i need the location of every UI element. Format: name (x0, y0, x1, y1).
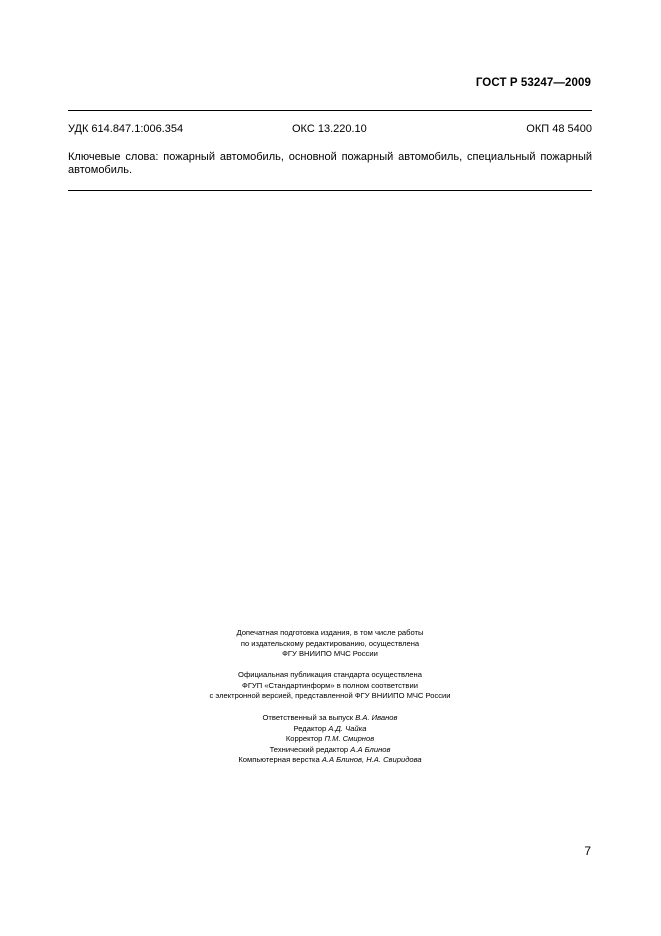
credit-name: А.А Блинов, Н.А. Свиридова (321, 755, 422, 764)
imprint-credits (130, 713, 530, 766)
imprint-line: Допечатная подготовка издания, в том числе работы (236, 628, 424, 637)
keywords-paragraph: Ключевые слова: пожарный автомобиль, основной пожарный автомобиль, специальный пожарный автомобиль. (68, 151, 592, 176)
credit-role: Редактор (293, 723, 327, 733)
imprint-line: с электронной версией, представленной ФГУ ВНИИПО МЧС России (209, 691, 451, 700)
imprint-preparation (130, 628, 530, 660)
credit-line (130, 745, 530, 756)
imprint-line: ФГУ ВНИИПО МЧС России (282, 649, 378, 658)
credit-name: А.Д. Чайка (328, 723, 367, 733)
udk-code: УДК 614.847.1:006.354 (68, 123, 184, 135)
imprint-line: Официальная публикация стандарта осуществлена (238, 670, 422, 679)
credit-role: Корректор (285, 734, 323, 743)
credit-line (130, 724, 530, 735)
page-number: 7 (584, 844, 591, 858)
credit-role: Компьютерная верстка (238, 755, 320, 764)
top-divider (68, 110, 592, 111)
bottom-divider (68, 190, 592, 191)
document-code: ГОСТ Р 53247—2009 (475, 77, 591, 89)
credit-role: Ответственный за выпуск (262, 713, 354, 722)
credit-name: А.А Блинов (350, 744, 391, 754)
credit-line (130, 713, 530, 724)
imprint-publication (130, 670, 530, 702)
credit-name: В.А. Иванов (355, 713, 398, 722)
credit-role: Технический редактор (269, 744, 349, 754)
oks-code: ОКС 13.220.10 (292, 123, 367, 135)
credit-line (130, 755, 530, 766)
imprint-line: ФГУП «Стандартинформ» в полном соответствии (242, 680, 418, 690)
classification-row (68, 123, 592, 137)
credit-line (130, 734, 530, 745)
okp-code: ОКП 48 5400 (526, 123, 592, 135)
imprint-line: по издательскому редактированию, осуществлена (240, 638, 420, 648)
credit-name: П.М. Смирнов (324, 734, 375, 743)
